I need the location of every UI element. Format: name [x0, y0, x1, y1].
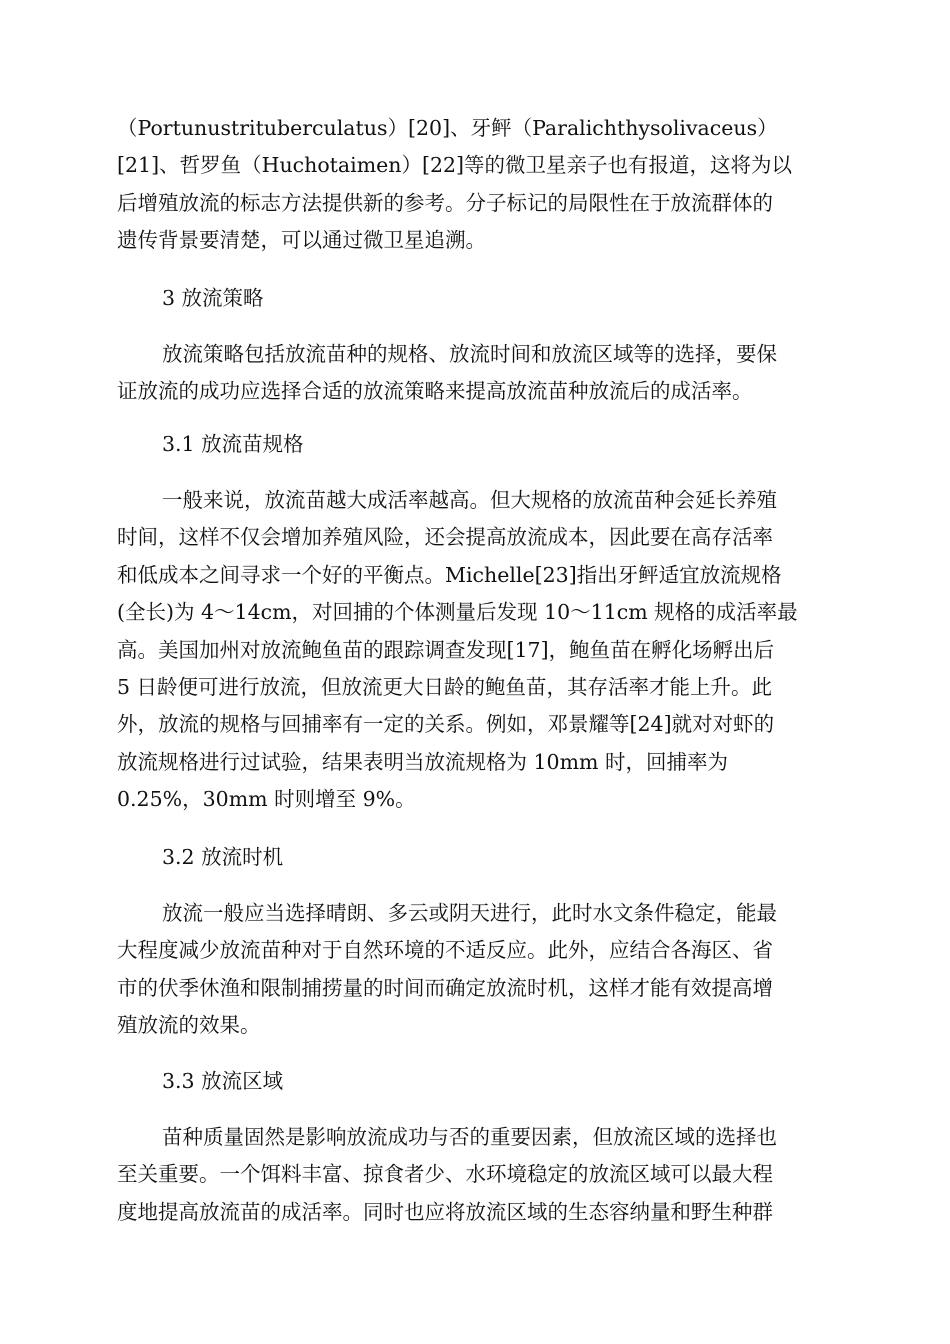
text-line: 大程度减少放流苗种对于自然环境的不适反应。此外，应结合各海区、省: [117, 938, 773, 963]
paragraph-release-strategy: [117, 336, 833, 411]
text-line: （Portunustrituberculatus）[20]、牙鲆（Paralichthysolivaceus）: [117, 116, 778, 140]
text-line: 苗种质量固然是影响放流成功与否的重要因素，但放流区域的选择也: [162, 1125, 777, 1149]
paragraph-release-timing: [117, 895, 833, 1045]
text-line: 5 日龄便可进行放流，但放流更大日龄的鲍鱼苗，其存活率才能上升。此: [117, 675, 773, 700]
text-line: 遗传背景要清楚，可以通过微卫星追溯。: [117, 228, 486, 253]
text-line: 放流策略包括放流苗种的规格、放流时间和放流区域等的选择，要保: [162, 342, 777, 366]
text-line: 和低成本之间寻求一个好的平衡点。Michelle[23]指出牙鲆适宜放流规格: [117, 562, 782, 587]
text-line: 0.25%，30mm 时则增至 9%。: [117, 787, 416, 812]
text-line: 放流规格进行过试验，结果表明当放流规格为 10mm 时，回捕率为: [117, 749, 728, 774]
text-line: 市的伏季休渔和限制捕捞量的时间而确定放流时机，这样才能有效提高增: [117, 975, 773, 1000]
text-line: [21]、哲罗鱼（Huchotaimen）[22]等的微卫星亲子也有报道，这将为以: [117, 153, 793, 178]
text-line: 放流一般应当选择晴朗、多云或阴天进行，此时水文条件稳定，能最: [162, 901, 777, 925]
paragraph-release-area: [117, 1119, 833, 1231]
section-heading-release-timing: 3.2 放流时机: [162, 845, 284, 869]
paragraph-microsatellite-parentage: [117, 110, 833, 260]
section-heading-fry-size: 3.1 放流苗规格: [162, 432, 304, 456]
text-line: (全长)为 4～14cm，对回捕的个体测量后发现 10～11cm 规格的成活率最: [117, 600, 798, 625]
text-line: 时间，这样不仅会增加养殖风险，还会提高放流成本，因此要在高存活率: [117, 525, 773, 550]
text-line: 一般来说，放流苗越大成活率越高。但大规格的放流苗种会延长养殖: [162, 488, 777, 512]
text-line: 外，放流的规格与回捕率有一定的关系。例如，邓景耀等[24]就对对虾的: [117, 712, 775, 737]
text-line: 后增殖放流的标志方法提供新的参考。分子标记的局限性在于放流群体的: [117, 190, 773, 215]
section-heading-release-area: 3.3 放流区域: [162, 1069, 284, 1093]
paragraph-fry-size: [117, 482, 833, 819]
section-heading-release-strategy: 3 放流策略: [162, 286, 264, 310]
text-line: 殖放流的效果。: [117, 1013, 261, 1038]
text-line: 至关重要。一个饵料丰富、掠食者少、水环境稳定的放流区域可以最大程: [117, 1162, 773, 1187]
text-line: 高。美国加州对放流鲍鱼苗的跟踪调查发现[17]，鲍鱼苗在孵化场孵出后: [117, 637, 775, 662]
text-line: 证放流的成功应选择合适的放流策略来提高放流苗种放流后的成活率。: [117, 379, 753, 404]
text-line: 度地提高放流苗的成活率。同时也应将放流区域的生态容纳量和野生种群: [117, 1199, 773, 1224]
